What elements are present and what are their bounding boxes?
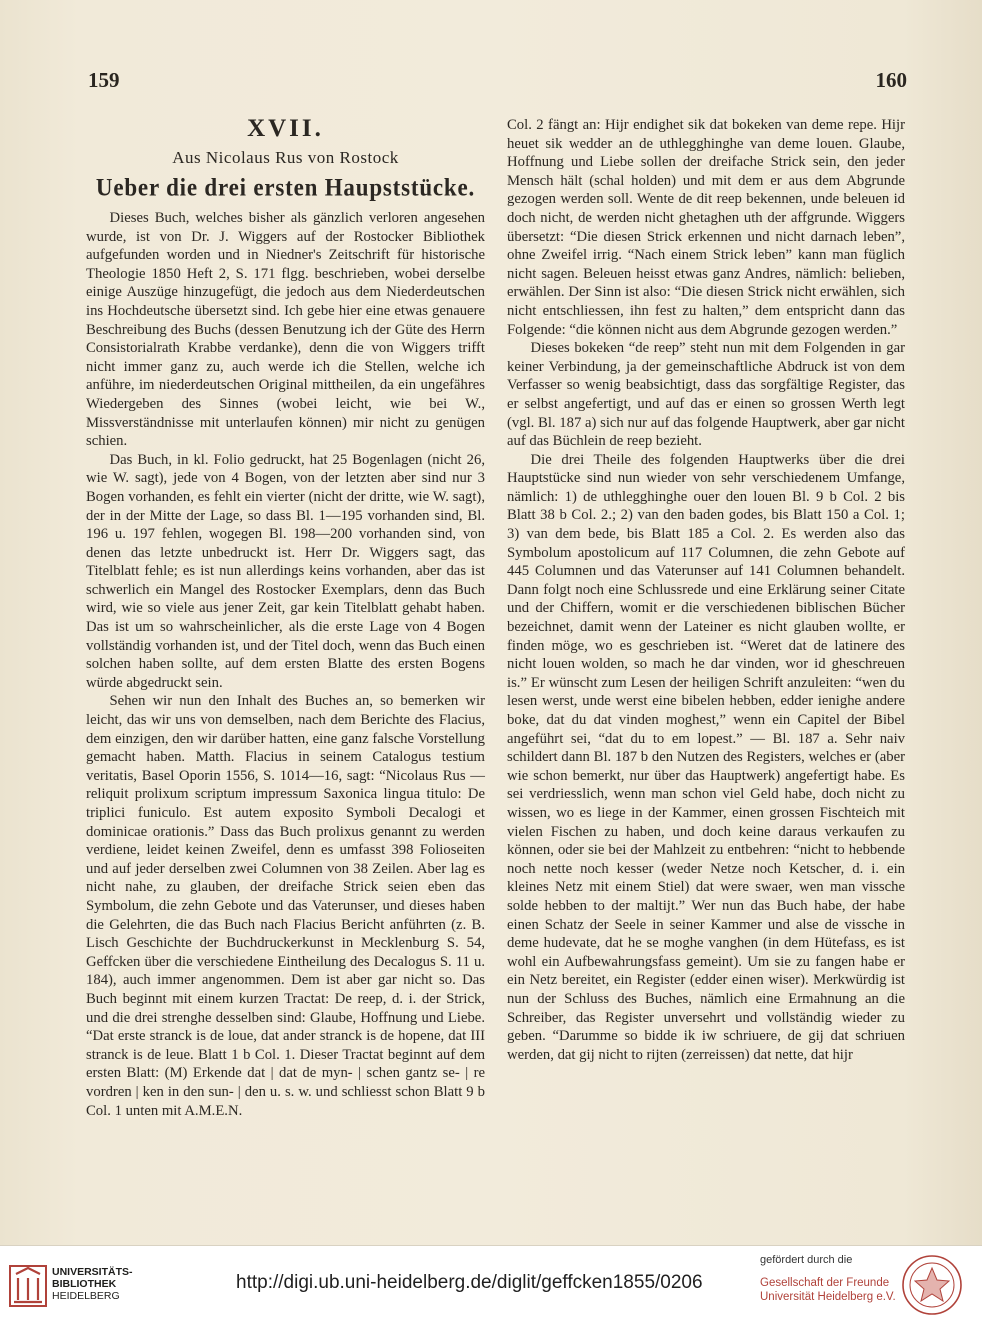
library-name-line-2: BIBLIOTHEK: [52, 1278, 117, 1290]
right-paragraph-2: Dieses bokeken “de reep” steht nun mit dem Folgenden in gar keiner Verbindung, ja der gemeinschaftliche Abdruck ist von dem Verfasser so wenig beabsichtigt, dass das sorgfältige Register, das er selbst angefertigt, und auf das er einen so grossen Werth legt (vgl. Bl. 187 a) sich nur auf das folgende Hauptwerk, aber gar nicht auf das Büchlein de reep bezieht.: [507, 340, 905, 450]
right-paragraph-3: Die drei Theile des folgenden Hauptwerks über die drei Hauptstücke sind nun wieder von sehr verschiedenem Umfange, nämlich: 1) de uthlegghinghe ouer den louen Bl. 9 b Col. 2 bis Blatt 38 b Col. 2.; 2) van den baden godes, bis Blatt 150 a Col. 1; 3) van dem bede, bis Blatt 185 a Col. 2. Es werden also das Symbolum apostolicum auf 117 Columnen, die zehn Gebote auf 445 Columnen und das Vaterunser auf 141 Columnen behandelt. Dann folgt noch eine Schlussrede und eine Erklärung seiner Citate und der Chiffern, womit er die verschiedenen biblischen Bücher bezeichnet, damit wenn der Lateiner es nicht glauben wollte, er finden möge, wo es geschrieben ist. “Weret dat de latinere des nicht louen wolden, so mach he dar vinden, wor id gheschreuen is.” Er wünscht zum Lesen der heiligen Schrift anzuleiten: “wen du lesen werst, unde werst eine bibelen hebben, edder ienighe andere boke, dat du dat vinden moghest,” wenn ein Capitel der Bibel angeführt sei, “dat du to em lopest.” — Bl. 187 a. Sehr naiv schildert dann Bl. 187 b den Nutzen des Registers, welches er (aber wie schon bemerkt, nur über das Hauptwerk) angefertigt habe. Es sei verdriesslich, wenn man schon viel Geld habe, doch nicht zu wissen, wo es liege in der Kammer, einen grossen Fischteich mit vielen Fischen zu haben, und doch keine daraus verkaufen zu können, oder sie bei der Mahlzeit zu entbehren: “nicht to hebbende noch nette noch kesser (weder Netze noch Ketscher, d. i. ein kleines Netz mit einem Stiel) dat were swaer, wen man vissche solde hebben to der maltijt.” Wer nun das Buch habe, der habe einen Schatz der Seele in seiner Kammer und alse de vissche in deme hudevate, dat he se moghe vanghen (in dem Hütefass, es ist wohl ein Aufbewahrungsfass gemeint). Um sie zu fangen habe er ein Netz bereitet, ein Register (edder einen wiser). Merkwürdig ist nun der Schluss des Buches, nämlich eine Ermahnung an die Schreiber, das Register unversehrt und vollständig wieder zu geben. “Darumme so bidde ik iw schriuere, de gij dat schriuen werden, dat gij nicht to rijten (zerreissen) dat nette, dat hijr: [507, 451, 905, 1063]
library-name-line-3: HEIDELBERG: [52, 1290, 120, 1302]
right-paragraph-1: Col. 2 fängt an: Hijr endighet sik dat bokeken van deme repe. Hijr heuet sik wedder an de uthlegghinghe van deme louen. Glaube, Hoffnung und Liebe sollen der dreifache Strick sein, den jeder Mensch hält (schal holden) und mit dem er aus dem Abgrunde gezogen werden soll. Wente de dit reep bekennen, unde beleuen id doch nicht, de werden nicht ghetaghen uth der affgrunde. Wiggers übersetzt: “Die diesen Strick erkennen und nicht darnach leben”, ohne Zweifel irrig. “Nach einem Strick leben” kann man füglich nicht sagen. Beleuen heisst etwas ganz Andres, nämlich: belieben, erwählen. Der Sinn ist also: “Die diesen Strick nicht erwählen, sich nicht entschliessen, ihn fest zu halten,” dem entspricht dann das Folgende: “die können nicht aus dem Abgrunde gezogen werden.”: [507, 117, 905, 338]
sponsor-label: gefördert durch die: [760, 1254, 853, 1266]
permalink-url[interactable]: http://digi.ub.uni-heidelberg.de/diglit/geffcken1855/0206: [236, 1272, 703, 1293]
library-name-line-1: UNIVERSITÄTS-: [52, 1266, 133, 1278]
chapter-title: Ueber die drei ersten Haupststücke.: [95, 173, 476, 201]
sponsor-name-line-2: Universität Heidelberg e.V.: [760, 1291, 896, 1303]
chapter-number: XVII.: [247, 115, 324, 142]
university-seal-icon: [901, 1254, 963, 1316]
right-column: [507, 116, 905, 1064]
library-name: [52, 1266, 133, 1302]
sponsor-name-line-1: Gesellschaft der Freunde: [760, 1277, 890, 1289]
left-column: [86, 116, 485, 1120]
left-paragraph-1: Dieses Buch, welches bisher als gänzlich verloren angesehen wurde, ist von Dr. J. Wiggers auf der Rostocker Bibliothek aufgefunden worden und in Niedner's Zeitschrift für historische Theologie 1850 Heft 2, S. 171 flgg. beschrieben, wobei derselbe einige Auszüge hinzugefügt, die jedoch aus dem Niederdeutschen ins Hochdeutsche übersetzt sind. Ich gebe hier eine etwas genauere Beschreibung des Buchs (dessen Benutzung ich der Güte des Herrn Consistorialrath Krabbe verdanke), denn die von Wiggers trifft nicht immer ganz zu, auch werde ich die Stellen, welche ich anführe, im niederdeutschen Original mittheilen, da ein ungefähres Wiedergeben des Sinnes (wobei leicht, wie bei W., Missverständnisse mit unterlaufen können) mir nicht zu genügen schien.: [86, 210, 485, 450]
sponsor-name: [760, 1276, 896, 1304]
library-logo-icon: [8, 1262, 48, 1310]
digitization-footer: [0, 1245, 982, 1323]
left-paragraph-2: Das Buch, in kl. Folio gedruckt, hat 25 Bogenlagen (nicht 26, wie W. sagt), jede von 4 Bogen, von der letzten aber sind nur 3 Bogen vorhanden, es fehlt ein vierter (nicht der dritte, wie W. sagt), der in der Mitte der Lage, so dass Bl. 1—195 vorhanden sind, Bl. 196 u. 197 fehlen, wogegen Bl. 198—200 vorhanden sind, von denen das letzte unbedruckt ist. Herr Dr. Wiggers sagt, das Titelblatt fehle; es ist nun allerdings keins vorhanden, aber das ist schwerlich ein Mangel des Rostocker Exemplars, denn das Buch wird, wie so viele aus jener Zeit, gar kein Titelblatt gehabt haben. Das ist um so wahrscheinlicher, als die erste Lage von 4 Bogen vollständig vorhanden ist, und der Titel doch, wenn das Buch einen solchen haben sollte, auf dem ersten Blatte des ersten Bogens würde abgedruckt sein.: [86, 451, 485, 691]
left-paragraph-3: Sehen wir nun den Inhalt des Buches an, so bemerken wir leicht, das wir uns von demselben, nach dem Berichte des Flacius, dem einzigen, den wir darüber hatten, eine ganz falsche Vorstellung gemacht haben. Matth. Flacius in seinem Catalogus testium veritatis, Basel Oporin 1556, S. 1014—16, sagt: “Nicolaus Rus — reliquit prolixum scriptum impressum Saxonica lingua titulo: De triplici funiculo. Est autem exposito Symboli Decalogi et dominicae orationis.” Dass das Buch prolixus genannt zu werden verdiene, leidet keinen Zweifel, denn es umfasst 398 Folioseiten und auf jeder derselben zwei Columnen von 38 Zeilen. Aber lag es nicht nahe, zu glauben, der dreifache Strick seien eben das Symbolum, die zehn Gebote und das Vaterunser, und dieses haben die Gelehrten, die das Buch nach Flacius Bericht anführten (z. B. Lisch Geschichte der Buchdruckerkunst in Mecklenburg S. 54, Geffcken über die verschiedene Eintheilung des Decalogus S. 11 u. 184), auch immer angenommen. Dem ist aber gar nicht so. Das Buch beginnt mit einem kurzen Tractat: De reep, d. i. der Strick, und die drei strenghe desselben sind: Glaube, Hoffnung und Liebe. “Dat erste stranck is de loue, dat ander stranck is de hopene, dat III stranck is de leue. Blatt 1 b Col. 1. Dieser Tractat beginnt auf dem ersten Blatt: (M) Erkende dat | dat de myn- | schen gantz se- | re vordren | ken in den sun- | den u. s. w. und schliesst schon Blatt 9 b Col. 1 unten mit A.M.E.N.: [86, 693, 485, 1119]
right-page-number: 160: [875, 68, 907, 92]
chapter-author: Aus Nicolaus Rus von Rostock: [172, 148, 399, 167]
left-page-number: 159: [88, 68, 120, 92]
